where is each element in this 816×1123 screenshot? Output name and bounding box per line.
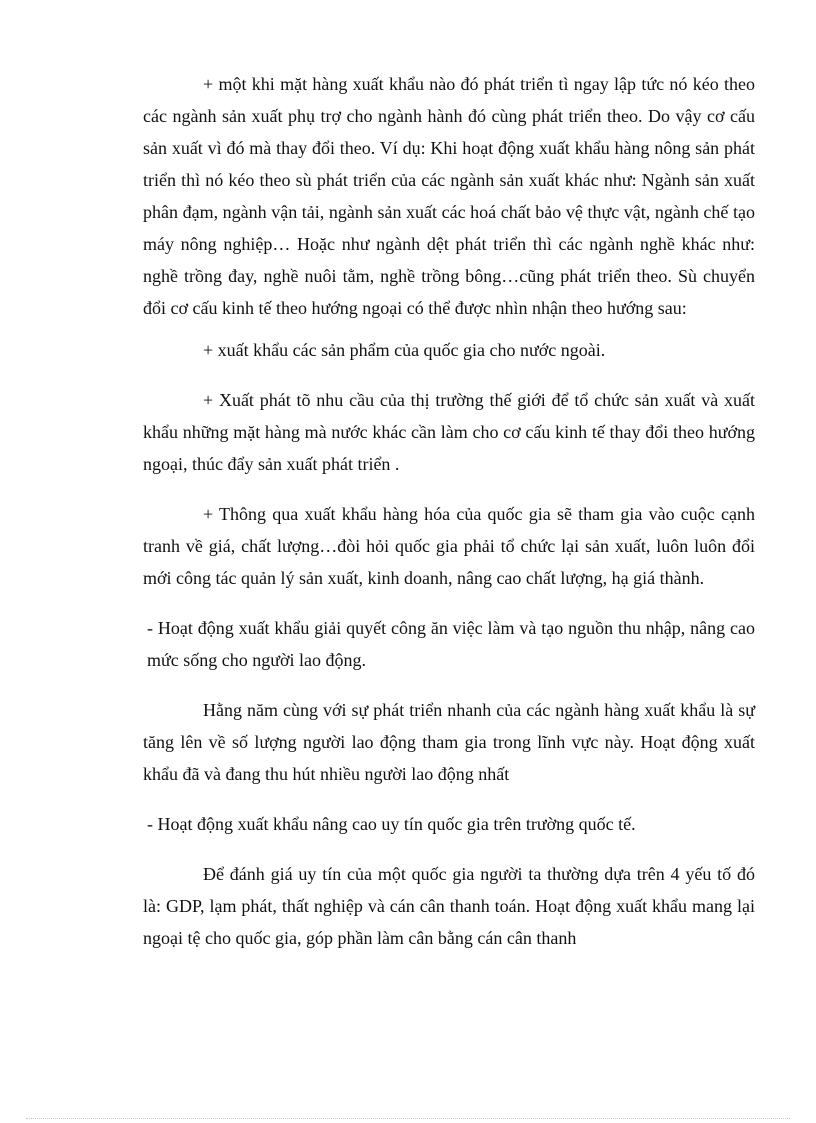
paragraph-structure-change: + một khi mặt hàng xuất khẩu nào đó phát triển tì ngay lập tức nó kéo theo các ngành sản xuất phụ trợ cho ngành hành đó cùng phát triển theo. Do vậy cơ cấu sản xuất vì đó mà thay đổi theo. Ví dụ: Khi hoạt động xuất khẩu hàng nông sản phát triển thì nó kéo theo sù phát triển của các ngành sản xuất khác như: Ngành sản xuất phân đạm, ngành vận tải, ngành sản xuất các hoá chất bảo vệ thực vật, ngành chế tạo máy nông nghiệp… Hoặc như ngành dệt phát triển thì các ngành nghề khác như: nghề trồng đay, nghề nuôi tằm, nghề trồng bông…cũng phát triển theo. Sù chuyển đổi cơ cấu kinh tế theo hướng ngoại có thể được nhìn nhận theo hướng sau: <box>143 74 755 318</box>
document-page <box>143 68 755 954</box>
paragraph-export-products: + xuất khẩu các sản phẩm của quốc gia cho nước ngoài. <box>203 340 606 360</box>
page-bottom-rule <box>26 1118 790 1119</box>
paragraph-national-prestige: - Hoạt động xuất khẩu nâng cao uy tín quốc gia trên trường quốc tế. <box>147 814 636 834</box>
paragraph-prestige-criteria: Để đánh giá uy tín của một quốc gia người ta thường dựa trên 4 yếu tố đó là: GDP, lạm phát, thất nghiệp và cán cân thanh toán. Hoạt động xuất khẩu mang lại ngoại tệ cho quốc gia, góp phần làm cân bằng cán cân thanh <box>143 864 755 948</box>
paragraph-market-demand: + Xuất phát tõ nhu cầu của thị trường thế giới để tổ chức sản xuất và xuất khẩu những mặt hàng mà nước khác cần làm cho cơ cấu kinh tế thay đổi theo hướng ngoại, thúc đẩy sản xuất phát triển . <box>143 390 755 474</box>
paragraph-employment: - Hoạt động xuất khẩu giải quyết công ăn việc làm và tạo nguồn thu nhập, nâng cao mức sống cho người lao động. <box>147 618 755 670</box>
paragraph-competition: + Thông qua xuất khẩu hàng hóa của quốc gia sẽ tham gia vào cuộc cạnh tranh về giá, chất lượng…đòi hỏi quốc gia phải tổ chức lại sản xuất, luôn luôn đổi mới công tác quản lý sản xuất, kinh doanh, nâng cao chất lượng, hạ giá thành. <box>143 504 755 588</box>
paragraph-labor-growth: Hằng năm cùng với sự phát triển nhanh của các ngành hàng xuất khẩu là sự tăng lên về số lượng người lao động tham gia trong lĩnh vực này. Hoạt động xuất khẩu đã và đang thu hút nhiều người lao động nhất <box>143 700 755 784</box>
